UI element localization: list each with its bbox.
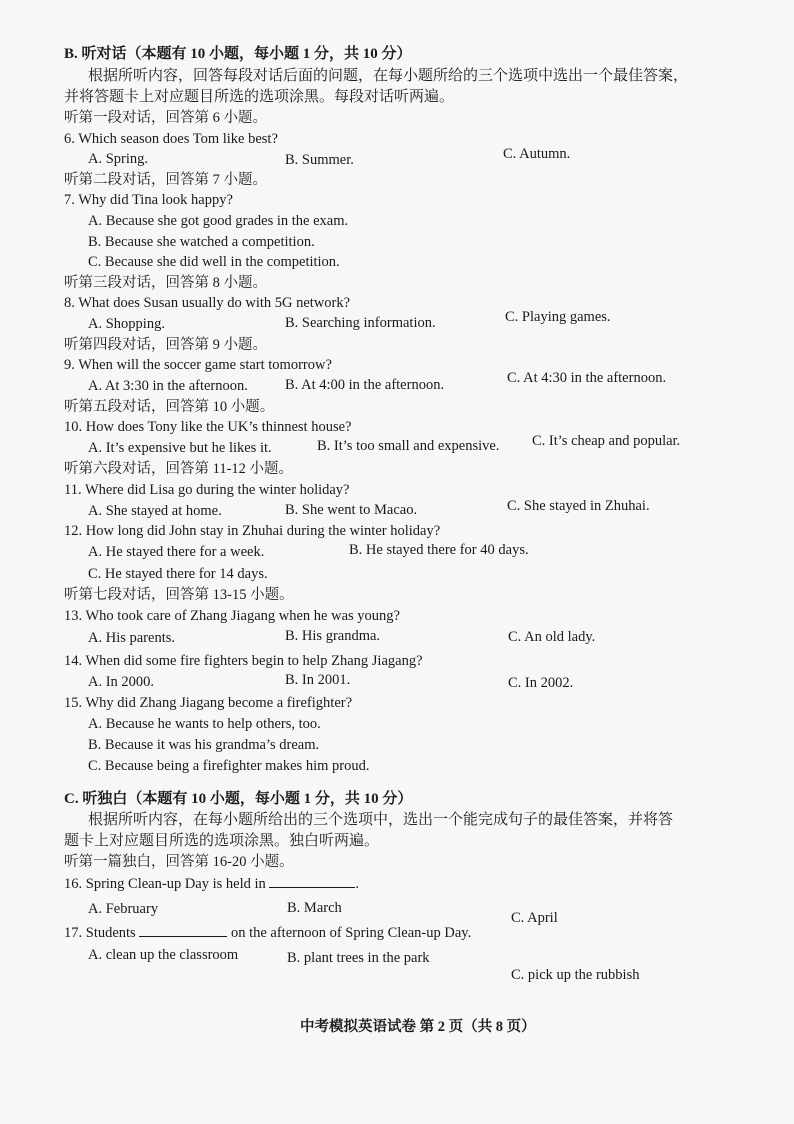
q14-option-a: A. In 2000. xyxy=(88,674,155,690)
q16-option-a: A. February xyxy=(88,901,159,917)
section-b-instructions-2: 并将答题卡上对应题目所选的选项涂黑。每段对话听两遍。 xyxy=(64,89,455,105)
q12-stem: 12. How long did John stay in Zhuhai during the winter holiday? xyxy=(64,523,441,539)
dialogue-1-note: 听第一段对话，回答第 6 小题。 xyxy=(64,110,267,126)
q13-option-a: A. His parents. xyxy=(88,630,175,646)
dialogue-2-note: 听第二段对话，回答第 7 小题。 xyxy=(64,172,267,188)
q16-stem xyxy=(64,875,359,893)
dialogue-7-note: 听第七段对话，回答第 13-15 小题。 xyxy=(64,587,294,603)
q15-stem: 15. Why did Zhang Jiagang become a firefighter? xyxy=(64,695,353,711)
q14-stem: 14. When did some fire fighters begin to help Zhang Jiagang? xyxy=(64,653,423,669)
section-c-title: C. 听独白（本题有 10 小题，每小题 1 分，共 10 分） xyxy=(64,791,413,807)
q10-option-a: A. It’s expensive but he likes it. xyxy=(88,440,272,456)
dialogue-6-note: 听第六段对话，回答第 11-12 小题。 xyxy=(64,461,294,477)
q14-option-c: C. In 2002. xyxy=(508,675,574,691)
q15-option-b: B. Because it was his grandma’s dream. xyxy=(88,737,320,753)
q6-option-a: A. Spring. xyxy=(88,151,149,167)
q14-option-b: B. In 2001. xyxy=(285,672,351,688)
q8-option-c: C. Playing games. xyxy=(505,309,611,325)
q10-option-c: C. It’s cheap and popular. xyxy=(532,433,681,449)
section-c-instructions-2: 题卡上对应题目所选的选项涂黑。独白听两遍。 xyxy=(64,833,380,849)
page-footer: 中考模拟英语试卷 第 2 页（共 8 页） xyxy=(300,1019,536,1035)
section-c-instructions-1: 根据所听内容，在每小题所给出的三个选项中，选出一个能完成句子的最佳答案，并将答 xyxy=(88,812,674,828)
dialogue-4-note: 听第四段对话，回答第 9 小题。 xyxy=(64,337,267,353)
q8-stem: 8. What does Susan usually do with 5G network? xyxy=(64,295,351,311)
q13-stem: 13. Who took care of Zhang Jiagang when he was young? xyxy=(64,608,400,624)
q7-option-a: A. Because she got good grades in the exam. xyxy=(88,213,349,229)
q17-stem xyxy=(64,924,471,942)
q16-stem-end: . xyxy=(355,876,360,892)
q10-option-b: B. It’s too small and expensive. xyxy=(317,438,500,454)
section-b-title: B. 听对话（本题有 10 小题，每小题 1 分，共 10 分） xyxy=(64,46,412,62)
q17-option-b: B. plant trees in the park xyxy=(287,950,430,966)
q17-option-c: C. pick up the rubbish xyxy=(511,967,640,983)
q7-stem: 7. Why did Tina look happy? xyxy=(64,192,233,208)
q9-option-c: C. At 4:30 in the afternoon. xyxy=(507,370,667,386)
dialogue-3-note: 听第三段对话，回答第 8 小题。 xyxy=(64,275,267,291)
q6-option-b: B. Summer. xyxy=(285,152,354,168)
q7-option-c: C. Because she did well in the competition. xyxy=(88,254,340,270)
q8-option-b: B. Searching information. xyxy=(285,315,436,331)
q9-stem: 9. When will the soccer game start tomorrow? xyxy=(64,357,332,373)
q11-option-b: B. She went to Macao. xyxy=(285,502,418,518)
q17-option-a: A. clean up the classroom xyxy=(88,947,239,963)
q16-option-c: C. April xyxy=(511,910,558,926)
q10-stem: 10. How does Tony like the UK’s thinnest house? xyxy=(64,419,352,435)
q17-stem-end: on the afternoon of Spring Clean-up Day. xyxy=(230,925,472,941)
monologue-1-note: 听第一篇独白，回答第 16-20 小题。 xyxy=(64,854,294,870)
q6-option-c: C. Autumn. xyxy=(503,146,571,162)
dialogue-5-note: 听第五段对话，回答第 10 小题。 xyxy=(64,399,275,415)
q9-option-b: B. At 4:00 in the afternoon. xyxy=(285,377,445,393)
q15-option-c: C. Because being a firefighter makes him proud. xyxy=(88,758,370,774)
q6-stem: 6. Which season does Tom like best? xyxy=(64,131,278,147)
q17-answer-blank xyxy=(139,924,227,937)
q11-option-a: A. She stayed at home. xyxy=(88,503,222,519)
q16-option-b: B. March xyxy=(287,900,342,916)
section-b-instructions-1: 根据所听内容，回答每段对话后面的问题，在每小题所给的三个选项中选出一个最佳答案， xyxy=(88,68,689,84)
q9-option-a: A. At 3:30 in the afternoon. xyxy=(88,378,248,394)
q13-option-c: C. An old lady. xyxy=(508,629,596,645)
q11-option-c: C. She stayed in Zhuhai. xyxy=(507,498,650,514)
q12-option-c: C. He stayed there for 14 days. xyxy=(88,566,268,582)
q17-stem-text: 17. Students xyxy=(64,925,136,941)
q15-option-a: A. Because he wants to help others, too. xyxy=(88,716,321,732)
q12-option-b: B. He stayed there for 40 days. xyxy=(349,542,529,558)
q16-answer-blank xyxy=(269,875,355,888)
q13-option-b: B. His grandma. xyxy=(285,628,381,644)
q11-stem: 11. Where did Lisa go during the winter holiday? xyxy=(64,482,350,498)
q8-option-a: A. Shopping. xyxy=(88,316,165,332)
q12-option-a: A. He stayed there for a week. xyxy=(88,544,265,560)
q16-stem-text: 16. Spring Clean-up Day is held in xyxy=(64,876,266,892)
q7-option-b: B. Because she watched a competition. xyxy=(88,234,315,250)
